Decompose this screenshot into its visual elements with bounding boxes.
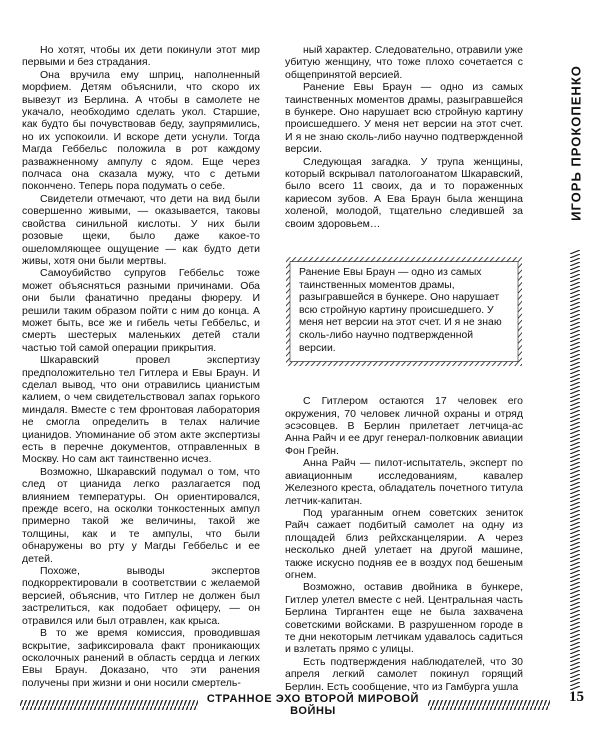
paragraph: Шкаравский провел экспертизу предположительно тел Гитлера и Евы Браун. И сделал вывод, что они отравились цианистым калием, о чем свидетельствовал запах горького миндаля. Вместе с тем фронтовая лаборатория не смогла определить в телах наличие цианидов. Упоминание об этом акте экспертизы есть в перечне документов, отправленных в Москву. Но сам акт таинственно исчез. <box>22 354 260 466</box>
paragraph: В то же время комиссия, проводившая вскрытие, зафиксировала факт проникающих осколочных ранений в область сердца и легких Евы Браун. Доказано, что эти ранения получены при жизни и они носили смертель- <box>22 627 260 689</box>
author-sidebar <box>558 38 594 248</box>
author-name: ИГОРЬ ПРОКОПЕНКО <box>568 65 584 221</box>
paragraph: С Гитлером остаются 17 человек его окружения, 70 человек личной охраны и отряд эсэсовцев. В Берлин прилетает летчица-ас Анна Райч и ее друг генерал-полковник авиации Фон Грейн. <box>285 395 523 457</box>
pull-quote <box>285 256 523 367</box>
paragraph: Свидетели отмечают, что дети на вид были совершенно живыми, — оказывается, таковы свойства синильной кислоты. У них были розовые щеки, было даже какое-то ошеломляющее ощущение — как будто дети живы, хотя они были мертвы. <box>22 192 260 267</box>
running-footer-title: СТРАННОЕ ЭХО ВТОРОЙ МИРОВОЙ ВОЙНЫ <box>198 693 428 717</box>
paragraph: Похоже, выводы экспертов подкорректировали в соответствии с желаемой версией, объяснив, что Гитлер не должен был застрелиться, как подобает офицеру, — он отравился или был отравлен, как крыса. <box>22 565 260 627</box>
paragraph: Ранение Евы Браун — одно из самых таинственных моментов драмы, разыгравшейся в бункере. Оно нарушает всю стройную картину происшедшего. У меня нет версии на этот счет. И я не знаю сколь-либо научно подтвержденной версии. <box>285 81 523 156</box>
paragraph: Есть подтверждения наблюдателей, что 30 апреля легкий самолет покинул горящий Берлин. Есть сообщение, что из Гамбурга ушла <box>285 655 523 693</box>
paragraph: Возможно, Шкаравский подумал о том, что след от цианида легко разлагается под влиянием температуры. Он ориентировался, прежде всего, на осколки тонкостенных ампул примерно такой же величины, такой же толщины, как и те ампулы, что были обнаружены во рту у Магды Геббельс и ее детей. <box>22 465 260 565</box>
right-column <box>285 44 523 693</box>
paragraph: Анна Райч — пилот-испытатель, эксперт по авиационным исследованиям, кавалер Железного креста, обладатель почетного титула летчик-капитан. <box>285 457 523 507</box>
paragraph: Под ураганным огнем советских зениток Райч сажает подбитый самолет на одну из площадей близ рейхсканцелярии. А через несколько дней улетает на другой машине, также искусно подняв ее в воздух под бешеным огнем. <box>285 506 523 581</box>
pull-quote-text: Ранение Евы Браун — одно из самых таинственных моментов драмы, разыгравшейся в бункере. Оно нарушает всю стройную картину происшедшего. У меня нет версии на этот счет. И я не знаю сколь-либо научно подтвержденной версии. <box>299 267 502 354</box>
paragraph: Она вручила ему шприц, наполненный морфием. Детям объяснили, что скоро их вывезут из Берлина. А чтобы в самолете не укачало, необходимо сделать укол. Старшие, как будто бы почувствовав беду, заупрямились, но их успокоили. И вскоре дети уснули. Тогда Магда Геббельс положила в рот каждому разважненному ампулу с ядом. Еще через полчаса она сказала мужу, что с детьми покончено. Теперь пора подумать о себе. <box>22 68 260 193</box>
left-column <box>22 44 260 689</box>
paragraph: Возможно, оставив двойника в бункере, Гитлер улетел вместе с ней. Центральная часть Берлина Тиргантен еще не была захвачена советскими войсками. В разрушенном городе в те дни некоторым летчикам удавалось садиться и взлетать прямо с улицы. <box>285 581 523 656</box>
paragraph: Самоубийство супругов Геббельс тоже может объясняться разными причинами. Оба они были фанатично преданы фюреру. И решили таким образом пойти с ним до конца. А может быть, все же и гибель четы Геббельс, и смерть шестерых маленьких детей стали частью той самой операции прикрытия. <box>22 267 260 354</box>
page-number: 15 <box>569 689 584 705</box>
side-hatch-rule <box>570 250 580 690</box>
paragraph: Но хотят, чтобы их дети покинули этот мир первыми и без страдания. <box>22 44 260 69</box>
paragraph: ный характер. Следовательно, отравили уже убитую женщину, что тоже плохо сочетается с общепринятой версией. <box>285 44 523 81</box>
paragraph: Следующая загадка. У трупа женщины, который вскрывал патологоанатом Шкаравский, было всего 11 своих, да и то пораженных кариесом зубов. А Ева Браун была женщина холеной, молодой, тщательно следившей за своим здоровьем… <box>285 155 523 230</box>
